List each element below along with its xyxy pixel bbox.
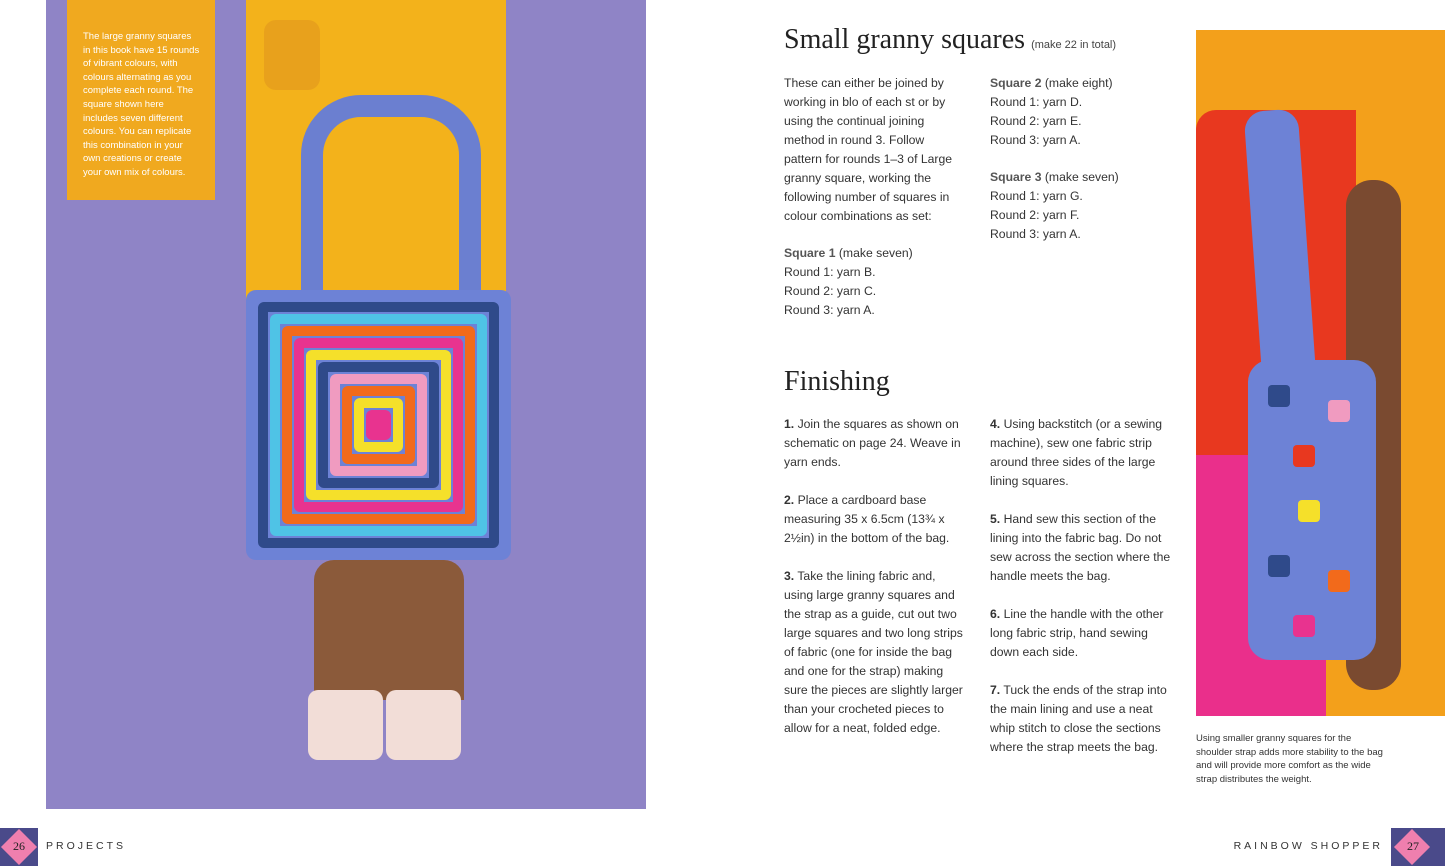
motif [1298,500,1320,522]
square-3-heading [990,168,1170,187]
square-heading-text: Square 3 [990,170,1042,184]
square-1-heading [784,244,964,263]
title-text: Small granny squares [784,24,1026,55]
right-caption: Using smaller granny squares for the shoulder strap adds more stability to the bag and will provide more comfort as the wide strap distributes the weight. [1196,733,1383,785]
square-2-block [990,74,1170,150]
finishing-step-7 [990,681,1178,757]
bangles [264,20,320,90]
square-note: (make eight) [1044,76,1113,90]
square-3-block [990,168,1170,244]
round-1-line [784,263,964,282]
finishing-step-6 [990,605,1178,662]
round-1-line [990,187,1170,206]
step-number: 1. [784,417,795,431]
round-label: Round 2: [784,284,834,298]
round-value: yarn G. [1042,189,1083,203]
title-note: (make 22 in total) [1031,39,1117,51]
page-number-badge-left [0,828,38,866]
finishing-steps-left [784,415,968,757]
round-label: Round 2: [990,208,1040,222]
round-label: Round 3: [990,227,1040,241]
section-title-small-granny-squares [784,24,1116,56]
round-value: yarn B. [836,265,876,279]
square-heading-text: Square 1 [784,246,836,260]
motif [1268,385,1290,407]
granny-square-bag [246,290,511,560]
footer-section-label: PROJECTS [46,840,127,852]
page-number-badge-right [1391,828,1445,866]
finishing-step-4 [990,415,1178,491]
step-text: Hand sew this section of the lining into the fabric bag. Do not sew across the section where the handle meets the bag. [990,512,1171,583]
step-text: Take the lining fabric and, using large granny squares and the strap as a guide, cut out two large squares and two long strips of fabric (one for inside the bag and one for the strap) making sure the pieces are slightly larger than your crocheted pieces to allow for a neat, folded edge. [784,569,963,735]
round-value: yarn E. [1042,114,1082,128]
round-value: yarn C. [836,284,877,298]
finishing-step-1 [784,415,968,472]
step-number: 3. [784,569,795,583]
step-text: Line the handle with the other long fabric strip, hand sewing down each side. [990,607,1164,659]
square-2-heading [990,74,1170,93]
round-label: Round 3: [784,303,834,317]
step-number: 2. [784,493,795,507]
round-value: yarn A. [1042,133,1081,147]
round-label: Round 1: [990,189,1040,203]
step-text: Place a cardboard base measuring 35 x 6.5cm (13¾ x 2½in) in the bottom of the bag. [784,493,950,545]
footer-project-label: RAINBOW SHOPPER [1233,840,1383,852]
round-value: yarn D. [1042,95,1083,109]
left-platform-shoe [308,690,383,760]
motif [1293,445,1315,467]
step-number: 7. [990,683,1001,697]
page-number-left: 26 [13,839,25,853]
motif [1268,555,1290,577]
round-value: yarn A. [836,303,875,317]
finishing-step-3 [784,567,968,738]
bag-ring [366,410,391,440]
left-caption: The large granny squares in this book have 15 rounds of vibrant colours, with colours alternating as you complete each round. The square shown here includes seven different colours. You can replicate this combination in your own creations or create your own mix of colours. [83,31,200,178]
round-label: Round 1: [784,265,834,279]
legs [314,560,464,700]
step-number: 4. [990,417,1001,431]
step-text: Join the squares as shown on schematic on page 24. Weave in yarn ends. [784,417,961,469]
round-value: yarn A. [1042,227,1081,241]
round-label: Round 3: [990,133,1040,147]
round-2-line [784,282,964,301]
square-note: (make seven) [838,246,913,260]
section-title-finishing: Finishing [784,366,890,397]
step-number: 6. [990,607,1001,621]
right-photo [1196,30,1445,716]
small-squares-intro: These can either be joined by working in blo of each st or by using the continual joining method in round 3. Follow pattern for rounds 1–3 of Large granny square, working the following number of squares in colour combinations as set: [784,76,953,223]
motif [1293,615,1315,637]
square-note: (make seven) [1044,170,1119,184]
step-text: Using backstitch (or a sewing machine), sew one fabric strip around three sides of the large lining squares. [990,417,1163,488]
round-value: yarn F. [1042,208,1080,222]
round-label: Round 2: [990,114,1040,128]
left-caption-box [67,0,215,200]
right-platform-shoe [386,690,461,760]
round-label: Round 1: [990,95,1040,109]
finishing-step-2 [784,491,968,548]
step-number: 5. [990,512,1001,526]
round-2-line [990,112,1170,131]
finishing-step-5 [990,510,1178,586]
round-3-line [784,301,964,320]
motif [1328,400,1350,422]
round-3-line [990,131,1170,150]
finishing-steps-right [990,415,1178,776]
page-number-right: 27 [1407,839,1419,853]
step-text: Tuck the ends of the strap into the main lining and use a neat whip stitch to close the sections where the strap meets the bag. [990,683,1167,754]
square-heading-text: Square 2 [990,76,1042,90]
round-2-line [990,206,1170,225]
motif [1328,570,1350,592]
round-3-line [990,225,1170,244]
square-1-block [784,244,964,320]
granny-square-bag-side [1248,360,1376,660]
round-1-line [990,93,1170,112]
